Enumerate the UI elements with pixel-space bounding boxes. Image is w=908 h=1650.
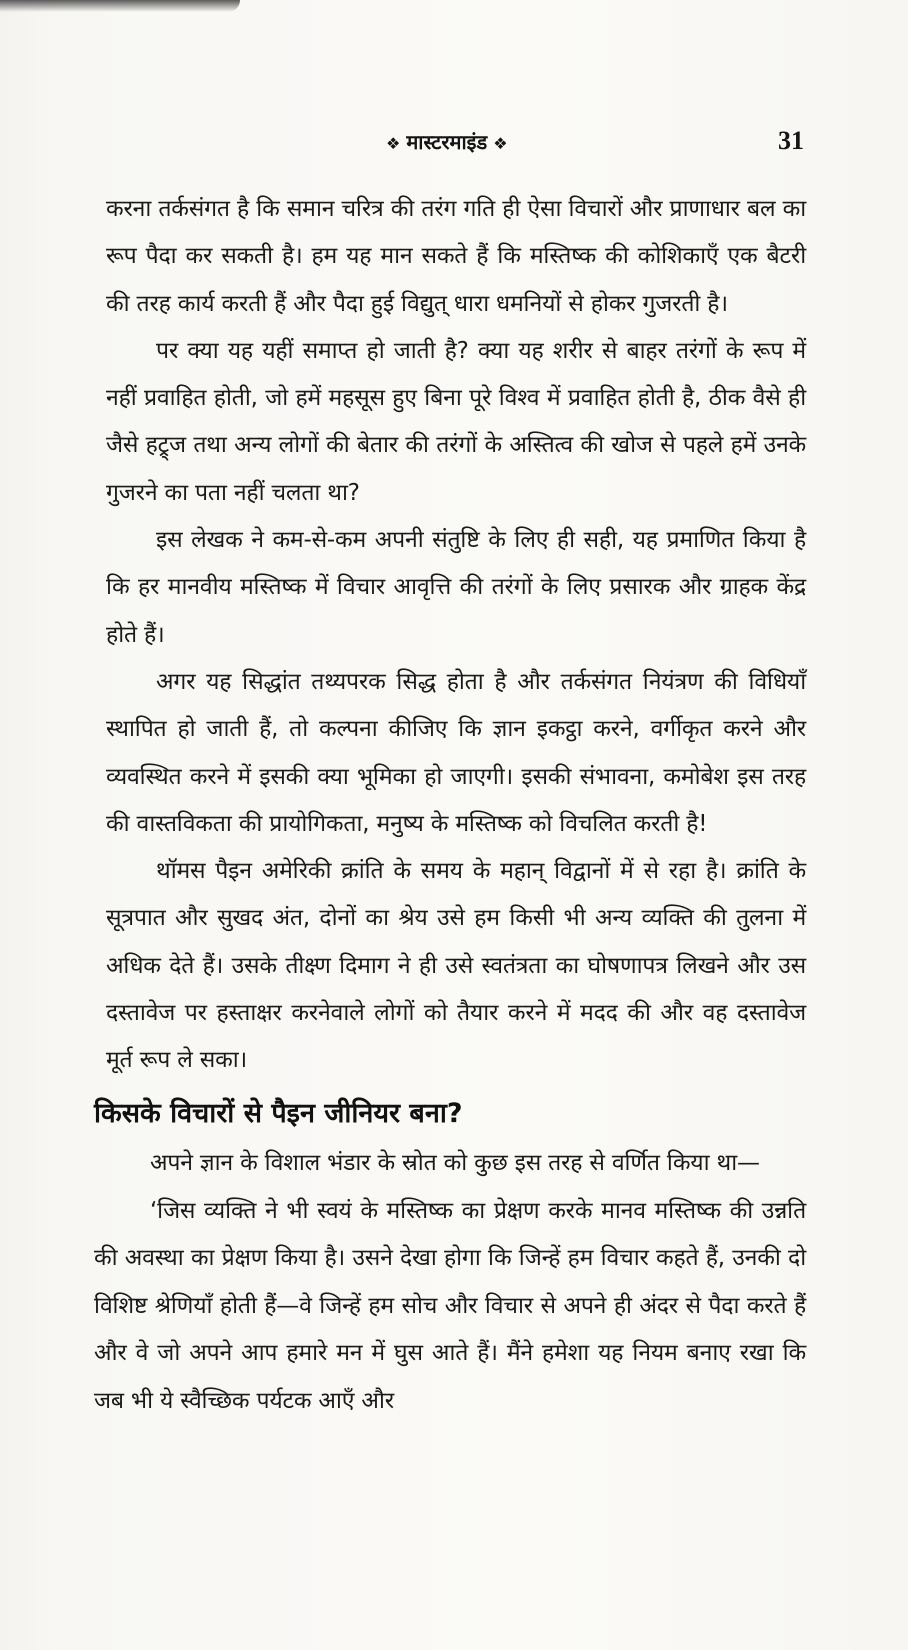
ornament-left-icon: ❖ [386,134,401,153]
ornament-right-icon: ❖ [493,134,508,153]
paragraph-3: इस लेखक ने कम-से-कम अपनी संतुष्टि के लिए ही सही, यह प्रमाणित किया है कि हर मानवीय मस्तिष्क में विचार आवृत्ति की तरंगों के लिए प्रसारक और ग्राहक केंद्र होते हैं। [106,527,806,648]
paragraph-5: थॉमस पैइन अमेरिकी क्रांति के समय के महान् विद्वानों में से रहा है। क्रांति के सूत्रपात और सुखद अंत, दोनों का श्रेय उसे हम किसी भी अन्य व्यक्ति की तुलना में अधिक देते हैं। उसके तीक्ष्ण दिमाग ने ही उसे स्वतंत्रता का घोषणापत्र लिखने और उस दस्तावेज पर हस्ताक्षर करनेवाले लोगों को तैयार करने में मदद की और वह दस्तावेज मूर्त रूप ले सका। [106,858,806,1074]
page-number: 31 [778,126,804,155]
body-text [106,186,806,1085]
paragraph-1: करना तर्कसंगत है कि समान चरित्र की तरंग गति ही ऐसा विचारों और प्राणाधार बल का रूप पैदा कर सकती है। हम यह मान सकते हैं कि मस्तिष्क की कोशिकाएँ एक बैटरी की तरह कार्य करती हैं और पैदा हुई विद्युत् धारा धमनियों से होकर गुजरती है। [106,196,806,317]
page-header [0,128,908,168]
paragraph-2: पर क्या यह यहीं समाप्त हो जाती है? क्या यह शरीर से बाहर तरंगों के रूप में नहीं प्रवाहित होती, जो हमें महसूस हुए बिना पूरे विश्व में प्रवाहित होती है, ठीक वैसे ही जैसे हट्र्ज तथा अन्य लोगों की बेतार की तरंगों के अस्तित्व की खोज से पहले हमें उनके गुजरने का पता नहीं चलता था? [106,337,806,506]
paragraph-4: अगर यह सिद्धांत तथ्यपरक सिद्ध होता है और तर्कसंगत नियंत्रण की विधियाँ स्थापित हो जाती हैं, तो कल्पना कीजिए कि ज्ञान इकट्ठा करने, वर्गीकृत करने और व्यवस्थित करने में इसकी क्या भूमिका हो जाएगी। इसकी संभावना, कमोबेश इस तरह की वास्तविकता की प्रायोगिकता, मनुष्य के मस्तिष्क को विचलित करती है! [106,668,806,837]
page-edge-shadow [0,0,240,12]
running-title: मास्टरमाइंड [406,130,488,154]
running-head [380,128,514,155]
section-paragraph-2: ‘जिस व्यक्ति ने भी स्वयं के मस्तिष्क का प्रेक्षण करके मानव मस्तिष्क की उन्नति की अवस्था का प्रेक्षण किया है। उसने देखा होगा कि जिन्हें हम विचार कहते हैं, उनकी दो विशिष्ट श्रेणियाँ होती हैं—वे जिन्हें हम सोच और विचार से अपने ही अंदर से पैदा करते हैं और वे जो अपने आप हमारे मन में घुस आते हैं। मैंने हमेशा यह नियम बनाए रखा कि जब भी ये स्वैच्छिक पर्यटक आएँ और [94,1197,806,1414]
section-paragraph-1: अपने ज्ञान के विशाल भंडार के स्रोत को कुछ इस तरह से वर्णित किया था— [150,1150,760,1176]
section-body-text [94,1140,806,1425]
section-heading: किसके विचारों से पैइन जीनियर बना? [94,1098,463,1129]
